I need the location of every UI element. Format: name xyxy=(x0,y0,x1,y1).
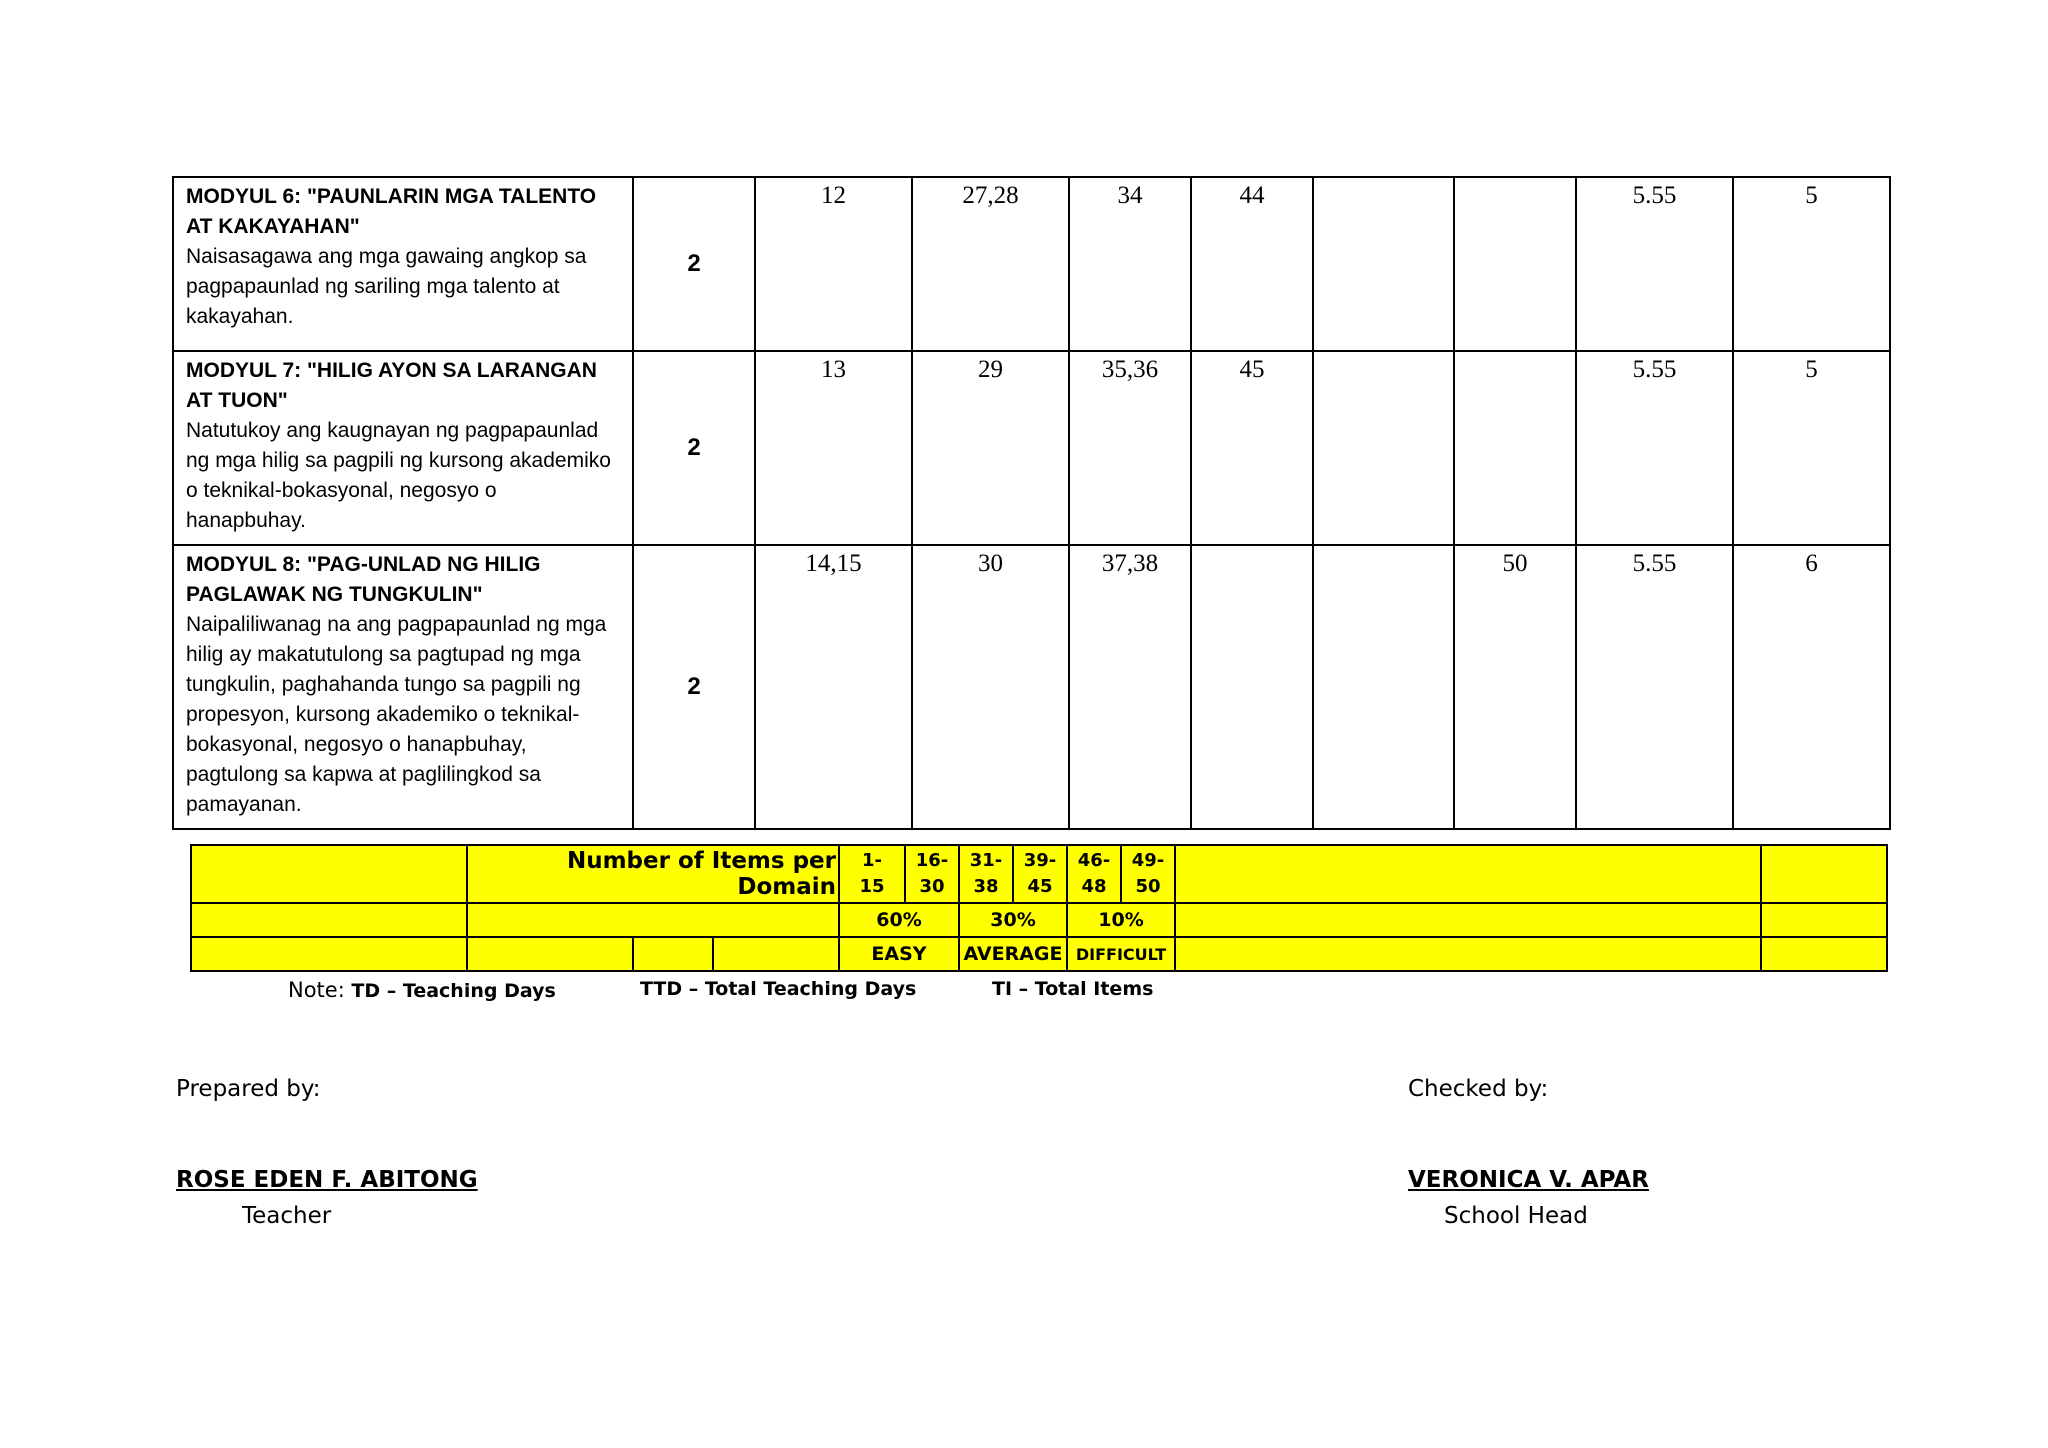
teaching-days-cell: 2 xyxy=(633,545,755,829)
percent-average: 30% xyxy=(959,903,1067,937)
item-cell xyxy=(1313,545,1454,829)
domain-table xyxy=(190,844,1888,972)
item-cell: 12 xyxy=(755,177,912,351)
item-cell: 14,15 xyxy=(755,545,912,829)
total-items-cell: 5 xyxy=(1733,351,1890,545)
blank-cell xyxy=(467,903,839,937)
prepared-by-role: Teacher xyxy=(242,1203,332,1229)
range-cell xyxy=(1067,845,1121,903)
range-label: 46- 48 xyxy=(1077,850,1111,897)
total-items-cell: 6 xyxy=(1733,545,1890,829)
blank-cell xyxy=(633,937,713,971)
module-description: Naisasagawa ang mga gawaing angkop sa pagpapaunlad ng sariling mga talento at kakayahan. xyxy=(186,245,587,328)
blank-cell xyxy=(1175,937,1761,971)
item-cell: 37,38 xyxy=(1069,545,1191,829)
item-cell xyxy=(1191,545,1313,829)
blank-cell xyxy=(1175,845,1761,903)
item-cell: 45 xyxy=(1191,351,1313,545)
total-items-cell: 5 xyxy=(1733,177,1890,351)
item-cell: 44 xyxy=(1191,177,1313,351)
item-cell: 50 xyxy=(1454,545,1576,829)
module-description-cell xyxy=(173,545,633,829)
range-cell xyxy=(905,845,959,903)
domain-percent-row xyxy=(191,903,1887,937)
weight-cell: 5.55 xyxy=(1576,177,1733,351)
blank-cell xyxy=(467,937,633,971)
domain-title: Number of Items per Domain xyxy=(467,845,839,903)
range-cell xyxy=(1013,845,1067,903)
range-cell xyxy=(959,845,1013,903)
module-title: MODYUL 7: "HILIG AYON SA LARANGAN AT TUON" xyxy=(186,359,597,412)
note-ttd: TTD – Total Teaching Days xyxy=(640,978,917,1000)
weight-cell: 5.55 xyxy=(1576,351,1733,545)
blank-cell xyxy=(713,937,839,971)
module-description-cell xyxy=(173,177,633,351)
item-cell xyxy=(1313,351,1454,545)
item-cell: 34 xyxy=(1069,177,1191,351)
blank-cell xyxy=(191,937,467,971)
blank-cell xyxy=(1761,937,1887,971)
percent-difficult: 10% xyxy=(1067,903,1175,937)
teaching-days-cell: 2 xyxy=(633,351,755,545)
checked-by-label: Checked by: xyxy=(1408,1076,1549,1102)
module-description: Natutukoy ang kaugnayan ng pagpapaunlad ng mga hilig sa pagpili ng kursong akademiko o teknikal-bokasyonal, negosyo o hanapbuhay. xyxy=(186,419,611,532)
module-description: Naipaliliwanag na ang pagpapaunlad ng mga hilig ay makatutulong sa pagtupad ng mga tungkulin, paghahanda tungo sa pagpili ng propesyon, kursong akademiko o teknikal-bokasyonal, negosyo o hanapbuhay, pagtulong sa kapwa at paglilingkod sa pamayanan. xyxy=(186,613,607,816)
level-difficult: DIFFICULT xyxy=(1067,937,1175,971)
blank-cell xyxy=(1761,845,1887,903)
item-cell: 29 xyxy=(912,351,1069,545)
note-td-text: TD – Teaching Days xyxy=(351,980,556,1002)
module-table xyxy=(172,176,1891,830)
range-label: 16- 30 xyxy=(915,850,949,897)
percent-easy: 60% xyxy=(839,903,959,937)
checked-by-role: School Head xyxy=(1444,1203,1588,1229)
prepared-by-name: ROSE EDEN F. ABITONG xyxy=(176,1167,478,1193)
item-cell: 30 xyxy=(912,545,1069,829)
weight-cell: 5.55 xyxy=(1576,545,1733,829)
range-label: 49- 50 xyxy=(1131,850,1165,897)
blank-cell xyxy=(1175,903,1761,937)
table-row xyxy=(173,177,1890,351)
level-average: AVERAGE xyxy=(959,937,1067,971)
module-description-cell xyxy=(173,351,633,545)
range-label: 39- 45 xyxy=(1023,850,1057,897)
range-cell xyxy=(1121,845,1175,903)
domain-level-row xyxy=(191,937,1887,971)
prepared-by-label: Prepared by: xyxy=(176,1076,321,1102)
note-td xyxy=(288,978,556,1002)
item-cell xyxy=(1313,177,1454,351)
range-label: 31- 38 xyxy=(969,850,1003,897)
note-ti: TI – Total Items xyxy=(992,978,1154,1000)
blank-cell xyxy=(1761,903,1887,937)
table-row xyxy=(173,545,1890,829)
range-label: 1- 15 xyxy=(859,850,885,897)
item-cell xyxy=(1454,177,1576,351)
item-cell: 35,36 xyxy=(1069,351,1191,545)
note-prefix: Note: xyxy=(288,978,345,1002)
blank-cell xyxy=(191,845,467,903)
module-title: MODYUL 6: "PAUNLARIN MGA TALENTO AT KAKAYAHAN" xyxy=(186,185,597,238)
range-cell xyxy=(839,845,905,903)
teaching-days-cell: 2 xyxy=(633,177,755,351)
level-easy: EASY xyxy=(839,937,959,971)
table-row xyxy=(173,351,1890,545)
item-cell: 13 xyxy=(755,351,912,545)
domain-range-row xyxy=(191,845,1887,903)
item-cell xyxy=(1454,351,1576,545)
module-title: MODYUL 8: "PAG-UNLAD NG HILIG PAGLAWAK NG TUNGKULIN" xyxy=(186,553,541,606)
blank-cell xyxy=(191,903,467,937)
item-cell: 27,28 xyxy=(912,177,1069,351)
checked-by-name: VERONICA V. APAR xyxy=(1408,1167,1649,1193)
